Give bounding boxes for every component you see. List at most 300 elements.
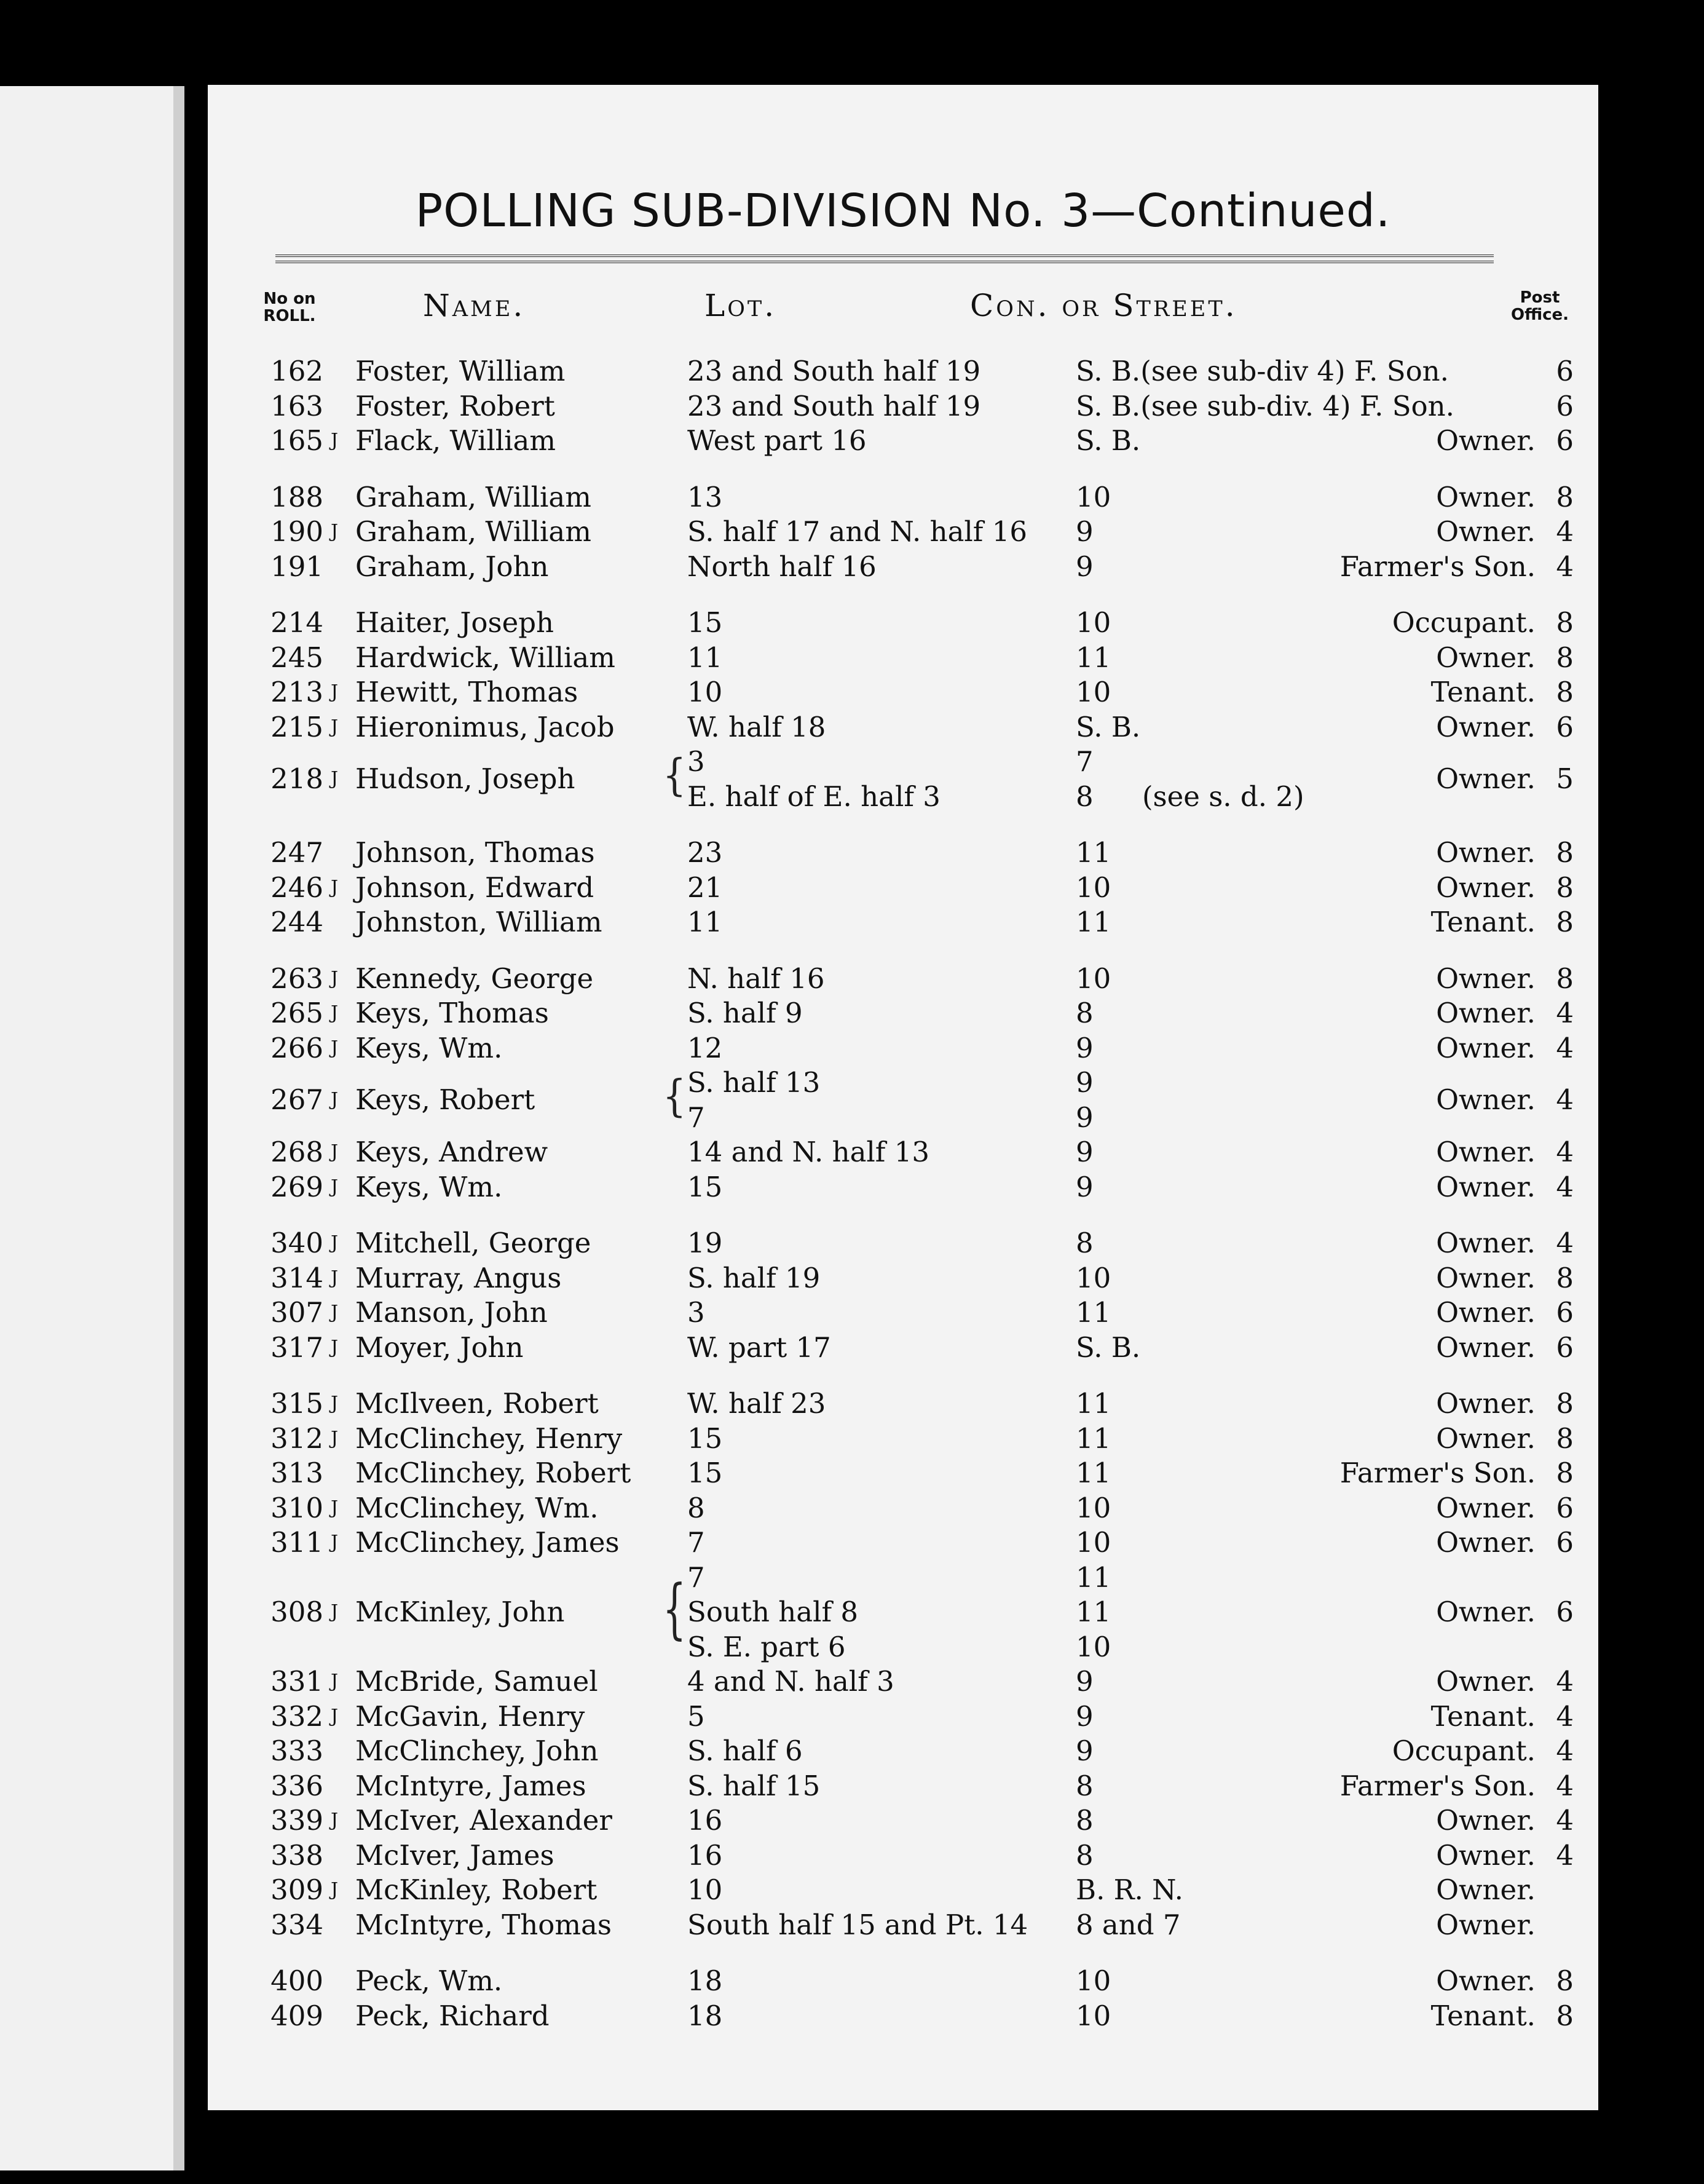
post-office: 8 — [1556, 871, 1574, 904]
juror-mark: J — [331, 768, 339, 790]
voter-row — [208, 1999, 1598, 2033]
roll-number: 332 — [270, 1699, 323, 1733]
juror-mark: J — [331, 1176, 339, 1198]
voter-status: Owner. — [1436, 480, 1536, 513]
concession-value: 9 — [1076, 1031, 1094, 1064]
concession-value: 10 — [1076, 1261, 1111, 1294]
voter-row — [208, 1422, 1598, 1456]
voter-row — [208, 996, 1598, 1031]
lot-value: 11 — [687, 906, 723, 938]
header-no-on-roll — [262, 290, 317, 325]
juror-mark: J — [331, 1810, 339, 1831]
roll-number: 269 — [270, 1170, 323, 1203]
roll-number: 338 — [270, 1838, 323, 1872]
voter-row — [208, 1769, 1598, 1803]
lot-value: 10 — [687, 1873, 723, 1906]
roll-number: 190 — [270, 515, 323, 548]
header-con-or-street: Con. or Street. — [970, 288, 1237, 323]
juror-mark: J — [331, 1089, 339, 1111]
voter-row — [208, 480, 1598, 515]
voter-name: Manson, John — [355, 1296, 548, 1329]
lot-value: 7 — [687, 1561, 705, 1594]
post-office: 8 — [1556, 1999, 1574, 2032]
roll-number: 162 — [270, 355, 323, 387]
concession-value: 10 — [1076, 871, 1111, 904]
roll-number: 331 — [270, 1665, 323, 1698]
concession-value: 8 — [1076, 1769, 1094, 1802]
juror-mark: J — [331, 1232, 339, 1254]
voter-row — [208, 424, 1598, 458]
voter-subrow — [208, 1630, 1598, 1664]
voter-status: Owner. — [1436, 1227, 1536, 1259]
roll-number: 315 — [270, 1387, 323, 1420]
lot-value: 13 — [687, 480, 723, 513]
header-post-line1: Post — [1520, 288, 1560, 307]
voter-name: Keys, Thomas — [355, 997, 549, 1029]
voter-name: McClinchey, James — [355, 1526, 620, 1559]
concession-value: B. R. N. — [1076, 1873, 1183, 1906]
voter-status: Owner. — [1436, 1331, 1536, 1364]
concession-value: 10 — [1076, 1999, 1111, 2032]
voter-status: Owner. — [1436, 1261, 1536, 1294]
roll-number: 188 — [270, 480, 323, 513]
juror-mark: J — [331, 1705, 339, 1727]
voter-name: Keys, Wm. — [355, 1170, 503, 1203]
voter-status: Occupant. — [1392, 606, 1536, 639]
post-office: 4 — [1556, 1170, 1574, 1203]
juror-mark: J — [331, 876, 339, 898]
voter-status: Owner. — [1436, 871, 1536, 904]
voter-name: Johnson, Edward — [355, 871, 594, 904]
roll-number: 214 — [270, 606, 323, 639]
post-office: 6 — [1556, 1596, 1574, 1628]
lot-value: S. half 19 — [687, 1261, 821, 1294]
voter-status: Owner. — [1436, 1665, 1536, 1698]
voter-name: McClinchey, John — [355, 1735, 599, 1767]
post-office: 6 — [1556, 1526, 1574, 1559]
lot-value: E. half of E. half 3 — [687, 780, 941, 813]
juror-mark: J — [331, 1671, 339, 1692]
voter-name: Kennedy, George — [355, 962, 594, 995]
voter-status: Owner. — [1436, 1031, 1536, 1064]
concession-value: 7 — [1076, 745, 1094, 778]
voter-subrow — [208, 1561, 1598, 1595]
concession-value: 10 — [1076, 962, 1111, 995]
voter-name: Hardwick, William — [355, 641, 615, 674]
voter-row — [208, 1734, 1598, 1768]
lot-value: 3 — [687, 1296, 705, 1329]
title-rule — [275, 255, 1494, 257]
lot-value: S. half 6 — [687, 1735, 803, 1767]
voter-row — [208, 1331, 1598, 1365]
voter-row — [208, 1261, 1598, 1296]
voter-row — [208, 354, 1598, 389]
lot-value: North half 16 — [687, 550, 877, 583]
voter-name: Johnson, Thomas — [355, 836, 595, 869]
concession-value: 11 — [1076, 1596, 1111, 1628]
voters-list-page — [208, 85, 1598, 2110]
juror-mark: J — [331, 1601, 339, 1623]
post-office: 6 — [1556, 389, 1574, 422]
page-title: POLLING SUB-DIVISION No. 3—Continued. — [415, 184, 1391, 237]
concession-value: 11 — [1076, 836, 1111, 869]
lot-value: S. half 17 and N. half 16 — [687, 515, 1028, 548]
voter-subrow — [208, 780, 1598, 814]
lot-value: 5 — [687, 1699, 705, 1733]
juror-mark: J — [331, 1037, 339, 1059]
roll-number: 400 — [270, 1964, 323, 1997]
juror-mark: J — [331, 1393, 339, 1414]
concession-value: 8 — [1076, 1804, 1094, 1837]
concession-value: 9 — [1076, 550, 1094, 583]
roll-number: 333 — [270, 1735, 323, 1767]
concession-value: S. B.(see sub-div. 4) F. Son. — [1076, 389, 1454, 422]
roll-number: 266 — [270, 1031, 323, 1064]
cross-reference-note: (see s. d. 2) — [1142, 780, 1304, 813]
roll-number: 246 — [270, 871, 323, 904]
voter-row — [208, 1964, 1598, 1998]
juror-mark: J — [331, 1267, 339, 1289]
concession-value: 9 — [1076, 1699, 1094, 1733]
voter-name: Peck, Wm. — [355, 1964, 503, 1997]
roll-number: 265 — [270, 997, 323, 1029]
roll-number: 314 — [270, 1261, 323, 1294]
voter-row — [208, 389, 1598, 424]
voter-status: Tenant. — [1430, 1999, 1536, 2032]
concession-value: 8 — [1076, 1227, 1094, 1259]
juror-mark: J — [331, 430, 339, 451]
voter-status: Owner. — [1436, 1491, 1536, 1524]
roll-number: 215 — [270, 710, 323, 743]
concession-value: 8 and 7 — [1076, 1908, 1181, 1941]
voter-status: Owner. — [1436, 1083, 1536, 1117]
voter-status: Owner. — [1436, 1136, 1536, 1168]
voter-status: Owner. — [1436, 762, 1536, 796]
concession-value: 10 — [1076, 1491, 1111, 1524]
concession-value: 9 — [1076, 1170, 1094, 1203]
voter-status: Farmer's Son. — [1339, 1769, 1536, 1802]
concession-value: S. B.(see sub-div 4) F. Son. — [1076, 355, 1449, 387]
post-office: 5 — [1556, 762, 1574, 796]
facing-page-edge — [0, 86, 184, 2170]
lot-value: 16 — [687, 1838, 723, 1872]
voter-name: McGavin, Henry — [355, 1699, 585, 1733]
voter-row — [208, 1873, 1598, 1907]
voter-status: Owner. — [1436, 1170, 1536, 1203]
lot-value: West part 16 — [687, 424, 867, 457]
lot-value: N. half 16 — [687, 962, 825, 995]
voter-name: McClinchey, Wm. — [355, 1491, 599, 1524]
roll-number: 336 — [270, 1769, 323, 1802]
lot-value: 15 — [687, 1457, 723, 1489]
post-office: 8 — [1556, 606, 1574, 639]
voter-status: Owner. — [1436, 515, 1536, 548]
voter-status: Farmer's Son. — [1339, 1457, 1536, 1489]
lot-value: 7 — [687, 1101, 705, 1134]
voter-name: Peck, Richard — [355, 1999, 550, 2032]
voter-row — [208, 1908, 1598, 1942]
concession-value: 10 — [1076, 606, 1111, 639]
lot-value: 14 and N. half 13 — [687, 1136, 930, 1168]
roll-number: 409 — [270, 1999, 323, 2032]
voter-status: Tenant. — [1430, 676, 1536, 708]
post-office: 4 — [1556, 1769, 1574, 1802]
roll-number: 312 — [270, 1422, 323, 1455]
concession-value: 9 — [1076, 1735, 1094, 1767]
post-office: 4 — [1556, 1136, 1574, 1168]
header-name: Name. — [423, 288, 526, 323]
juror-mark: J — [331, 967, 339, 989]
juror-mark: J — [331, 1532, 339, 1553]
juror-mark: J — [331, 1141, 339, 1163]
lot-value: South half 15 and Pt. 14 — [687, 1908, 1028, 1941]
post-office: 6 — [1556, 1491, 1574, 1524]
voter-status: Owner. — [1436, 641, 1536, 674]
lot-value: 11 — [687, 641, 723, 674]
lot-value: 23 and South half 19 — [687, 389, 981, 422]
post-office: 8 — [1556, 1457, 1574, 1489]
roll-number: 340 — [270, 1227, 323, 1259]
voter-row — [208, 1296, 1598, 1330]
voter-row — [208, 836, 1598, 870]
post-office: 4 — [1556, 1083, 1574, 1117]
concession-value: 11 — [1076, 1296, 1111, 1329]
juror-mark: J — [331, 1302, 339, 1323]
roll-number: 307 — [270, 1296, 323, 1329]
concession-value: 10 — [1076, 676, 1111, 708]
lot-value: W. part 17 — [687, 1331, 831, 1364]
concession-value: S. B. — [1076, 424, 1141, 457]
voter-status: Farmer's Son. — [1339, 550, 1536, 583]
voter-subrow — [208, 1101, 1598, 1135]
voter-name: McIntyre, Thomas — [355, 1908, 612, 1941]
voter-subrow — [208, 1595, 1598, 1629]
voter-name: Moyer, John — [355, 1331, 524, 1364]
post-office: 6 — [1556, 1331, 1574, 1364]
voter-name: Keys, Wm. — [355, 1031, 503, 1064]
voter-row — [208, 1491, 1598, 1525]
roll-number: 191 — [270, 550, 323, 583]
voter-name: Mitchell, George — [355, 1227, 591, 1259]
voter-status: Owner. — [1436, 836, 1536, 869]
post-office: 8 — [1556, 1422, 1574, 1455]
post-office: 8 — [1556, 480, 1574, 513]
lot-value: 19 — [687, 1227, 723, 1259]
roll-number: 334 — [270, 1908, 323, 1941]
voter-status: Owner. — [1436, 1296, 1536, 1329]
voter-subrow — [208, 1066, 1598, 1100]
roll-number: 268 — [270, 1136, 323, 1168]
lot-value: 3 — [687, 745, 705, 778]
roll-number: 247 — [270, 836, 323, 869]
header-post-office — [1506, 289, 1574, 323]
voter-status: Tenant. — [1430, 1699, 1536, 1733]
post-office: 6 — [1556, 1296, 1574, 1329]
voter-row — [208, 1170, 1598, 1205]
post-office: 4 — [1556, 997, 1574, 1029]
post-office: 4 — [1556, 1804, 1574, 1837]
post-office: 4 — [1556, 1665, 1574, 1698]
voter-name: McIntyre, James — [355, 1769, 586, 1802]
voter-status: Owner. — [1436, 424, 1536, 457]
roll-number: 263 — [270, 962, 323, 995]
roll-number: 244 — [270, 906, 323, 938]
lot-value: 7 — [687, 1526, 705, 1559]
lot-value: 18 — [687, 1999, 723, 2032]
lot-value: 15 — [687, 1170, 723, 1203]
voter-row — [208, 962, 1598, 996]
juror-mark: J — [331, 1427, 339, 1449]
post-office: 8 — [1556, 962, 1574, 995]
concession-value: 11 — [1076, 906, 1111, 938]
concession-value: 9 — [1076, 1665, 1094, 1698]
lot-group-brace: { — [663, 1570, 687, 1647]
post-office: 6 — [1556, 424, 1574, 457]
voter-row — [208, 1803, 1598, 1838]
juror-mark: J — [331, 1002, 339, 1024]
post-office: 8 — [1556, 1261, 1574, 1294]
roll-number: 213 — [270, 676, 323, 708]
concession-value: 8 — [1076, 997, 1094, 1029]
post-office: 8 — [1556, 1387, 1574, 1420]
voter-name: Graham, William — [355, 515, 591, 548]
voter-name: Johnston, William — [355, 906, 602, 938]
lot-value: 16 — [687, 1804, 723, 1837]
concession-value: S. B. — [1076, 1331, 1141, 1364]
lot-value: 8 — [687, 1491, 705, 1524]
juror-mark: J — [331, 1336, 339, 1358]
post-office: 4 — [1556, 1735, 1574, 1767]
lot-value: S. half 13 — [687, 1066, 821, 1099]
header-no-line1: No on — [263, 290, 316, 308]
voter-name: Keys, Andrew — [355, 1136, 548, 1168]
voter-name: Hewitt, Thomas — [355, 676, 578, 708]
post-office: 8 — [1556, 1964, 1574, 1997]
lot-value: 18 — [687, 1964, 723, 1997]
voter-row — [208, 641, 1598, 675]
roll-number: 313 — [270, 1457, 323, 1489]
lot-value: 23 and South half 19 — [687, 355, 981, 387]
voter-name: McIlveen, Robert — [355, 1387, 599, 1420]
voter-name: McKinley, John — [355, 1596, 565, 1628]
roll-number: 267 — [270, 1083, 323, 1117]
voter-row — [208, 871, 1598, 905]
voter-row — [208, 1031, 1598, 1066]
lot-value: 15 — [687, 1422, 723, 1455]
concession-value: S. B. — [1076, 710, 1141, 743]
post-office: 6 — [1556, 710, 1574, 743]
juror-mark: J — [331, 681, 339, 703]
post-office: 4 — [1556, 550, 1574, 583]
post-office: 4 — [1556, 1699, 1574, 1733]
voter-name: Hieronimus, Jacob — [355, 710, 615, 743]
concession-value: 11 — [1076, 1561, 1111, 1594]
lot-value: W. half 18 — [687, 710, 826, 743]
lot-value: South half 8 — [687, 1596, 859, 1628]
voter-status: Owner. — [1436, 1526, 1536, 1559]
header-lot: Lot. — [704, 288, 777, 323]
post-office: 4 — [1556, 1838, 1574, 1872]
lot-value: S. half 15 — [687, 1769, 821, 1802]
concession-value: 9 — [1076, 1136, 1094, 1168]
concession-value: 10 — [1076, 1630, 1111, 1663]
lot-value: 23 — [687, 836, 723, 869]
voter-status: Owner. — [1436, 962, 1536, 995]
voter-status: Owner. — [1436, 1422, 1536, 1455]
voter-row — [208, 1456, 1598, 1490]
voter-name: Graham, William — [355, 480, 591, 513]
title-rule-2 — [275, 261, 1494, 263]
header-no-line2: ROLL. — [263, 307, 316, 325]
roll-number: 311 — [270, 1526, 323, 1559]
voter-row — [208, 1664, 1598, 1699]
roll-number: 245 — [270, 641, 323, 674]
lot-value: 4 and N. half 3 — [687, 1665, 894, 1698]
concession-value: 9 — [1076, 1066, 1094, 1099]
voter-name: Foster, William — [355, 355, 566, 387]
voter-status: Owner. — [1436, 1908, 1536, 1941]
juror-mark: J — [331, 716, 339, 738]
voter-status: Owner. — [1436, 1838, 1536, 1872]
voter-name: Graham, John — [355, 550, 549, 583]
voter-name: Hudson, Joseph — [355, 762, 575, 796]
roll-number: 317 — [270, 1331, 323, 1364]
facing-page-shadow — [173, 86, 184, 2170]
voter-name: McBride, Samuel — [355, 1665, 598, 1698]
voter-status: Owner. — [1436, 1873, 1536, 1906]
concession-value: 11 — [1076, 1457, 1111, 1489]
lot-value: 10 — [687, 676, 723, 708]
voter-status: Tenant. — [1430, 906, 1536, 938]
concession-value: 11 — [1076, 1422, 1111, 1455]
juror-mark: J — [331, 1497, 339, 1519]
post-office: 6 — [1556, 355, 1574, 387]
roll-number: 308 — [270, 1596, 323, 1628]
roll-number: 218 — [270, 762, 323, 796]
lot-value: 15 — [687, 606, 723, 639]
post-office: 4 — [1556, 1227, 1574, 1259]
lot-value: S. E. part 6 — [687, 1630, 846, 1663]
concession-value: 11 — [1076, 1387, 1111, 1420]
voter-row — [208, 1135, 1598, 1169]
voter-row — [208, 515, 1598, 549]
voter-name: McClinchey, Robert — [355, 1457, 631, 1489]
concession-value: 10 — [1076, 1964, 1111, 1997]
voter-row — [208, 905, 1598, 940]
roll-number: 163 — [270, 389, 323, 422]
voter-status: Occupant. — [1392, 1735, 1536, 1767]
voter-row — [208, 710, 1598, 745]
post-office: 4 — [1556, 1031, 1574, 1064]
voter-name: Foster, Robert — [355, 389, 555, 422]
voter-row — [208, 550, 1598, 584]
voter-status: Owner. — [1436, 1596, 1536, 1628]
concession-value: 9 — [1076, 515, 1094, 548]
header-post-line2: Office. — [1510, 306, 1569, 324]
voter-status: Owner. — [1436, 1964, 1536, 1997]
lot-value: W. half 23 — [687, 1387, 826, 1420]
voter-status: Owner. — [1436, 710, 1536, 743]
lot-value: 12 — [687, 1031, 723, 1064]
voter-row — [208, 1525, 1598, 1560]
voter-row — [208, 1226, 1598, 1260]
concession-value: 10 — [1076, 1526, 1111, 1559]
roll-number: 310 — [270, 1491, 323, 1524]
roll-number: 339 — [270, 1804, 323, 1837]
concession-value: 8 — [1076, 1838, 1094, 1872]
roll-number: 309 — [270, 1873, 323, 1906]
post-office: 4 — [1556, 515, 1574, 548]
